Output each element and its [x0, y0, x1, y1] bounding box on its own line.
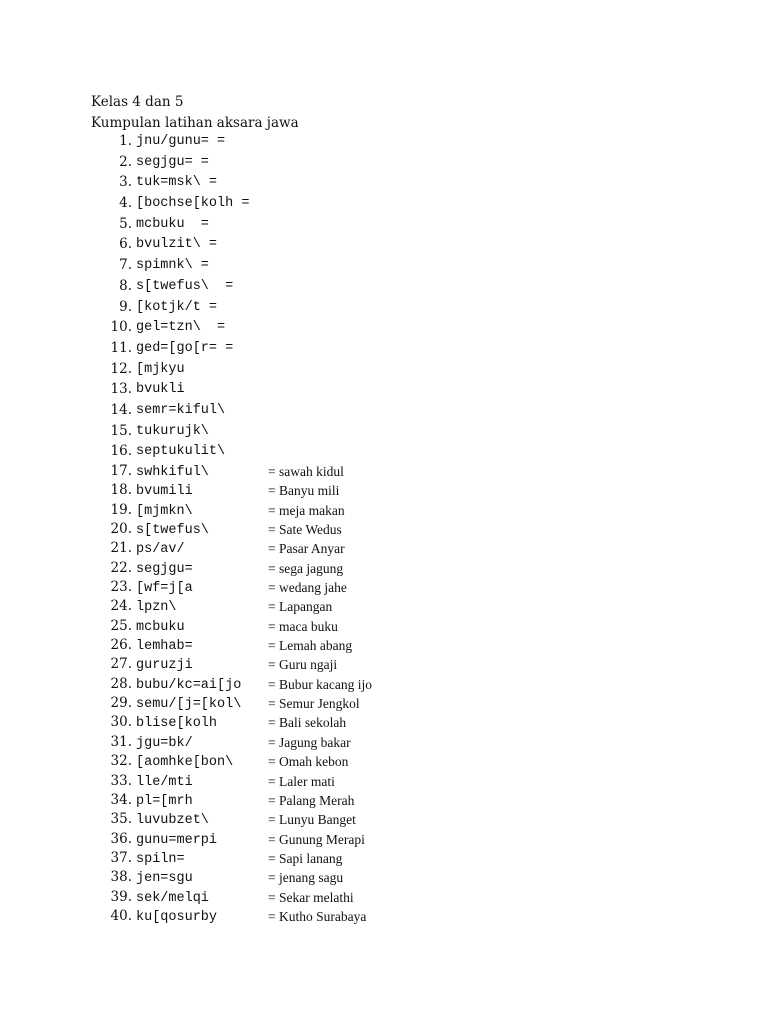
answered-section [0, 462, 768, 926]
item-number: 38. [110, 869, 132, 886]
list-item [0, 131, 768, 152]
item-code: gunu=merpi [136, 832, 218, 848]
list-item [0, 830, 768, 849]
item-code: blise[kolh [136, 716, 218, 732]
list-item [0, 501, 768, 520]
item-meaning: = jenang sagu [268, 870, 344, 886]
item-number: 30. [110, 714, 132, 731]
list-item [0, 617, 768, 636]
item-meaning: = Kutho Surabaya [268, 908, 367, 924]
list-item [0, 578, 768, 597]
item-number: 35. [110, 811, 132, 828]
list-item [0, 520, 768, 539]
item-number: 10. [110, 319, 132, 336]
item-code: ku[qosurby [136, 909, 218, 925]
item-code: sek/melqi [136, 890, 209, 906]
list-item [0, 172, 768, 193]
item-meaning: = meja makan [268, 502, 345, 518]
list-item [0, 868, 768, 887]
item-number: 28. [110, 675, 132, 692]
item-meaning: = sega jagung [268, 560, 344, 576]
item-meaning: = Lemah abang [268, 638, 353, 654]
item-number: 13. [110, 381, 132, 398]
item-code: [aomhke[bon\ [136, 755, 234, 771]
list-item [0, 152, 768, 173]
list-item [0, 791, 768, 810]
item-number: 8. [119, 277, 132, 294]
list-item [0, 655, 768, 674]
item-code: [mjmkn\ [136, 503, 193, 519]
item-meaning: = wedang jahe [268, 580, 347, 596]
item-number: 22. [110, 559, 132, 576]
item-meaning: = Lapangan [268, 599, 333, 615]
item-code: swhkiful\ [136, 465, 209, 480]
list-item [0, 462, 768, 481]
item-code: s[twefus\ = [136, 278, 234, 294]
item-meaning: = Guru ngaji [268, 657, 338, 673]
item-number: 31. [110, 733, 132, 750]
item-number: 19. [110, 501, 132, 518]
item-number: 11. [110, 339, 132, 356]
item-code: mcbuku = [136, 216, 209, 232]
list-item [0, 636, 768, 655]
item-number: 29. [110, 695, 132, 712]
item-number: 18. [110, 482, 132, 499]
item-number: 17. [110, 463, 132, 479]
item-meaning: = Laler mati [268, 773, 335, 789]
list-item [0, 214, 768, 235]
list-item [0, 849, 768, 868]
list-item [0, 338, 768, 359]
item-code: septukulit\ [136, 444, 226, 460]
item-meaning: = Bali sekolah [268, 715, 347, 731]
list-item [0, 255, 768, 276]
item-number: 32. [110, 753, 132, 770]
list-item [0, 694, 768, 713]
item-code: ps/av/ [136, 542, 185, 558]
item-code: [mjkyu [136, 361, 185, 377]
item-code: bvukli [136, 382, 185, 398]
item-meaning: = Semur Jengkol [268, 696, 360, 712]
item-code: [kotjk/t = [136, 299, 218, 315]
item-meaning: = Sapi lanang [268, 850, 343, 866]
item-meaning: = Banyu mili [268, 483, 340, 499]
item-number: 26. [110, 637, 132, 654]
item-code: segjgu= [136, 561, 193, 577]
item-meaning: = Pasar Anyar [268, 541, 345, 557]
item-code: pl=[mrh [136, 793, 193, 809]
item-code: tuk=msk\ = [136, 175, 218, 191]
list-item [0, 888, 768, 907]
item-number: 36. [110, 830, 132, 847]
item-code: spiln= [136, 851, 185, 867]
item-code: luvubzet\ [136, 813, 209, 829]
item-code: [wf=j[a [136, 581, 193, 597]
item-number: 33. [110, 772, 132, 789]
item-meaning: = Bubur kacang ijo [268, 676, 372, 692]
item-number: 15. [110, 422, 132, 439]
item-code: gel=tzn\ = [136, 320, 226, 336]
item-meaning: = Sate Wedus [268, 522, 342, 538]
item-meaning: = Lunyu Banget [268, 812, 356, 828]
document-title: Kelas 4 dan 5 [91, 94, 184, 110]
item-number: 27. [110, 656, 132, 673]
item-meaning: = sawah kidul [268, 464, 344, 479]
list-item [0, 297, 768, 318]
item-code: lemhab= [136, 639, 193, 655]
item-code: spimnk\ = [136, 258, 209, 274]
item-number: 40. [110, 907, 132, 924]
list-item [0, 733, 768, 752]
item-code: [bochse[kolh = [136, 196, 250, 212]
item-number: 16. [110, 443, 132, 460]
item-meaning: = Jagung bakar [268, 734, 351, 750]
item-number: 12. [110, 360, 132, 377]
item-code: s[twefus\ [136, 523, 209, 539]
item-meaning: = maca buku [268, 618, 338, 634]
item-code: bvulzit\ = [136, 237, 218, 253]
list-item [0, 234, 768, 255]
item-code: bvumili [136, 484, 193, 500]
item-meaning: = Gunung Merapi [268, 831, 365, 847]
item-number: 21. [110, 540, 132, 557]
list-item [0, 539, 768, 558]
item-meaning: = Palang Merah [268, 792, 355, 808]
item-code: lpzn\ [136, 600, 177, 616]
item-number: 3. [119, 174, 132, 191]
item-number: 24. [110, 598, 132, 615]
list-item [0, 481, 768, 500]
list-item [0, 193, 768, 214]
list-item [0, 441, 768, 462]
list-item [0, 772, 768, 791]
list-item [0, 713, 768, 732]
item-number: 9. [119, 298, 132, 315]
item-code: ged=[go[r= = [136, 340, 234, 356]
list-item [0, 421, 768, 442]
item-number: 5. [119, 215, 132, 232]
item-code: guruzji [136, 658, 193, 674]
item-code: segjgu= = [136, 154, 209, 170]
item-code: jgu=bk/ [136, 735, 193, 751]
item-number: 4. [119, 195, 132, 212]
item-code: bubu/kc=ai[jo [136, 677, 242, 693]
list-item [0, 317, 768, 338]
item-code: jnu/gunu= = [136, 134, 226, 149]
item-meaning: = Omah kebon [268, 754, 349, 770]
item-number: 14. [110, 401, 132, 418]
list-item [0, 400, 768, 421]
item-number: 20. [110, 521, 132, 538]
list-item [0, 597, 768, 616]
item-number: 39. [110, 888, 132, 905]
item-number: 6. [119, 236, 132, 253]
list-item [0, 810, 768, 829]
item-code: mcbuku [136, 619, 185, 635]
item-number: 37. [110, 849, 132, 866]
item-code: jen=sgu [136, 871, 193, 887]
list-item [0, 907, 768, 926]
list-item [0, 379, 768, 400]
list-item [0, 359, 768, 380]
item-meaning: = Sekar melathi [268, 889, 354, 905]
list-item [0, 752, 768, 771]
exercise-section [0, 131, 768, 462]
list-item [0, 276, 768, 297]
item-number: 7. [119, 257, 132, 274]
item-number: 23. [110, 579, 132, 596]
item-code: semr=kiful\ [136, 402, 226, 418]
exercise-list [0, 131, 768, 926]
item-code: tukurujk\ [136, 423, 209, 439]
item-code: semu/[j=[kol\ [136, 697, 242, 713]
item-code: lle/mti [136, 774, 193, 790]
item-number: 34. [110, 791, 132, 808]
item-number: 25. [110, 617, 132, 634]
list-item [0, 675, 768, 694]
list-item [0, 559, 768, 578]
item-number: 2. [119, 153, 132, 170]
document-subtitle: Kumpulan latihan aksara jawa [91, 115, 299, 131]
item-number: 1. [119, 133, 132, 149]
